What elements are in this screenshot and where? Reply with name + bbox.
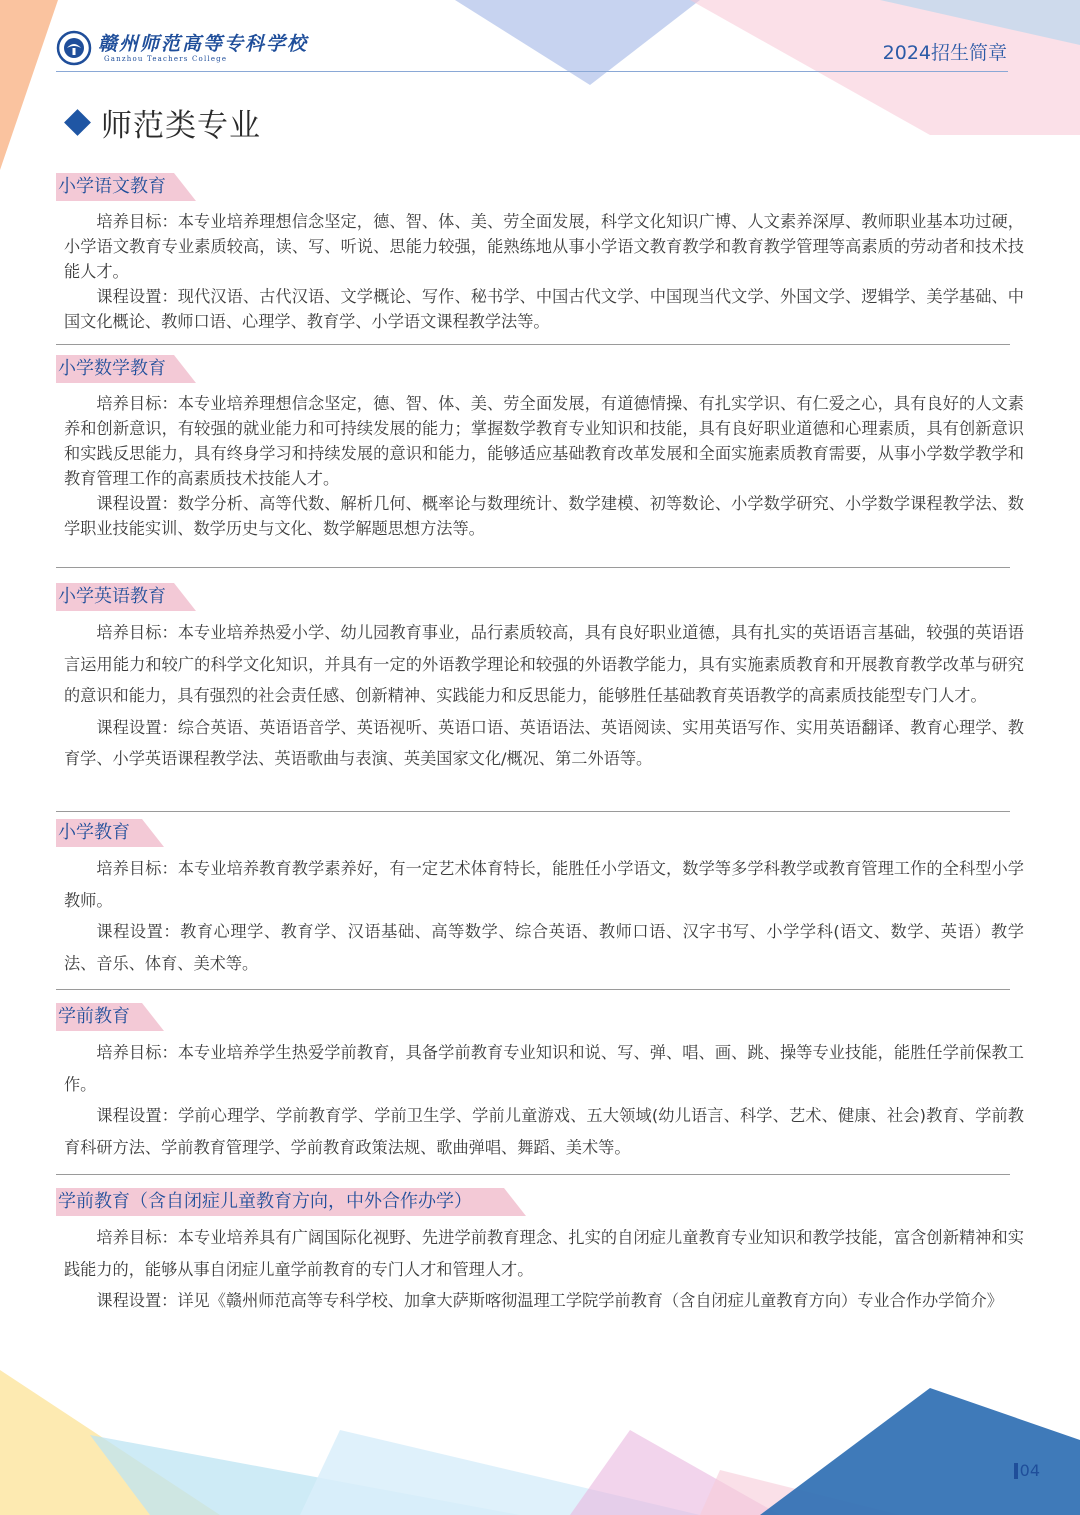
section-divider bbox=[56, 811, 1010, 812]
course-list: 课程设置：数学分析、高等代数、解析几何、概率论与数理统计、数学建模、初等数论、小学数学研究、小学数学课程教学法、数学职业技能实训、数学历史与文化、数学解题思想方法等。 bbox=[64, 494, 1024, 538]
training-goal: 培养目标：本专业培养理想信念坚定，德、智、体、美、劳全面发展，科学文化知识广博、人文素养深厚、教师职业基本功过硬，小学语文教育专业素质较高，读、写、听说、思能力较强，能熟练地从事小学语文教育教学和教育教学管理等高素质的劳动者和技术技能人才。 bbox=[64, 212, 1024, 281]
header-divider bbox=[56, 71, 1008, 72]
major-tag bbox=[56, 1188, 480, 1216]
course-list: 课程设置：教育心理学、教育学、汉语基础、高等数学、综合英语、教师口语、汉字书写、小学学科(语文、数学、英语）教学法、音乐、体育、美术等。 bbox=[64, 922, 1024, 973]
training-goal: 培养目标：本专业培养教育教学素养好，有一定艺术体育特长，能胜任小学语文，数学等多学科教学或教育管理工作的全科型小学教师。 bbox=[64, 859, 1024, 910]
major-name: 学前教育 bbox=[58, 1006, 130, 1027]
major-section bbox=[56, 355, 1024, 541]
major-name: 小学数学教育 bbox=[58, 358, 166, 379]
training-goal: 培养目标：本专业培养理想信念坚定，德、智、体、美、劳全面发展，有道德情操、有扎实学识、有仁爱之心，具有良好的人文素养和创新意识，有较强的就业能力和可持续发展的能力；掌握数学教育专业知识和技能，具有良好职业道德和心理素质，具有创新意识和实践反思能力，具有终身学习和持续发展的意识和能力，能够适应基础教育改革发展和全面实施素质教育需要，从事小学数学教学和教育管理工作的高素质技术技能人才。 bbox=[64, 394, 1024, 488]
major-tag bbox=[56, 355, 174, 383]
course-list: 课程设置：现代汉语、古代汉语、文学概论、写作、秘书学、中国古代文学、中国现当代文学、外国文学、逻辑学、美学基础、中国文化概论、教师口语、心理学、教育学、小学语文课程教学法等。 bbox=[64, 287, 1024, 331]
training-goal: 培养目标：本专业培养热爱小学、幼儿园教育事业，品行素质较高，具有良好职业道德，具有扎实的英语语言基础，较强的英语语言运用能力和较广的科学文化知识，并具有一定的外语教学理论和较强的外语教学能力，具有实施素质教育和开展教育教学改革与研究的意识和能力，具有强烈的社会责任感、创新精神、实践能力和反思能力，能够胜任基础教育英语教学的高素质技能型专门人才。 bbox=[64, 623, 1024, 705]
course-list: 课程设置：学前心理学、学前教育学、学前卫生学、学前儿童游戏、五大领域(幼儿语言、科学、艺术、健康、社会)教育、学前教育科研方法、学前教育管理学、学前教育政策法规、歌曲弹唱、舞蹈、美术等。 bbox=[64, 1106, 1024, 1157]
major-section bbox=[56, 1003, 1024, 1163]
major-tag bbox=[56, 819, 138, 847]
college-emblem-icon bbox=[56, 30, 92, 66]
major-tag bbox=[56, 583, 174, 611]
course-list: 课程设置：综合英语、英语语音学、英语视听、英语口语、英语语法、英语阅读、实用英语写作、实用英语翻译、教育心理学、教育学、小学英语课程教学法、英语歌曲与表演、英美国家文化/概况、第二外语等。 bbox=[64, 717, 1024, 768]
course-list: 课程设置：详见《赣州师范高等专科学校、加拿大萨斯喀彻温理工学院学前教育（含自闭症儿童教育方向）专业合作办学简介》 bbox=[96, 1291, 1003, 1310]
major-section bbox=[56, 1188, 1024, 1317]
major-tag bbox=[56, 173, 174, 201]
section-divider bbox=[56, 567, 1010, 568]
major-name: 学前教育（含自闭症儿童教育方向，中外合作办学） bbox=[58, 1191, 472, 1212]
college-logo bbox=[56, 28, 308, 68]
college-name-cn: 赣州师范高等专科学校 bbox=[98, 33, 309, 55]
training-goal: 培养目标：本专业培养学生热爱学前教育，具备学前教育专业知识和说、写、弹、唱、画、跳、操等专业技能，能胜任学前保教工作。 bbox=[64, 1043, 1024, 1094]
major-section bbox=[56, 819, 1024, 979]
brochure-title: 2024招生简章 bbox=[882, 42, 1007, 64]
section-divider bbox=[56, 344, 1010, 345]
major-name: 小学语文教育 bbox=[58, 176, 166, 197]
page-number-bar bbox=[1014, 1463, 1018, 1479]
major-section bbox=[56, 173, 1024, 334]
page-title: 师范类专业 bbox=[101, 108, 261, 144]
major-tag bbox=[56, 1003, 138, 1031]
college-name-en: Ganzhou Teachers College bbox=[104, 55, 228, 63]
page-heading bbox=[64, 100, 261, 145]
major-section bbox=[56, 583, 1024, 775]
major-name: 小学教育 bbox=[58, 822, 130, 843]
section-divider bbox=[56, 989, 1010, 990]
diamond-bullet-icon bbox=[64, 109, 91, 136]
major-name: 小学英语教育 bbox=[58, 586, 166, 607]
page-number-text: 04 bbox=[1019, 1461, 1040, 1480]
page-number bbox=[1014, 1461, 1040, 1480]
section-divider bbox=[56, 1174, 1010, 1175]
training-goal: 培养目标：本专业培养具有广阔国际化视野、先进学前教育理念、扎实的自闭症儿童教育专业知识和教学技能，富含创新精神和实践能力的，能够从事自闭症儿童学前教育的专门人才和管理人才。 bbox=[64, 1228, 1024, 1279]
